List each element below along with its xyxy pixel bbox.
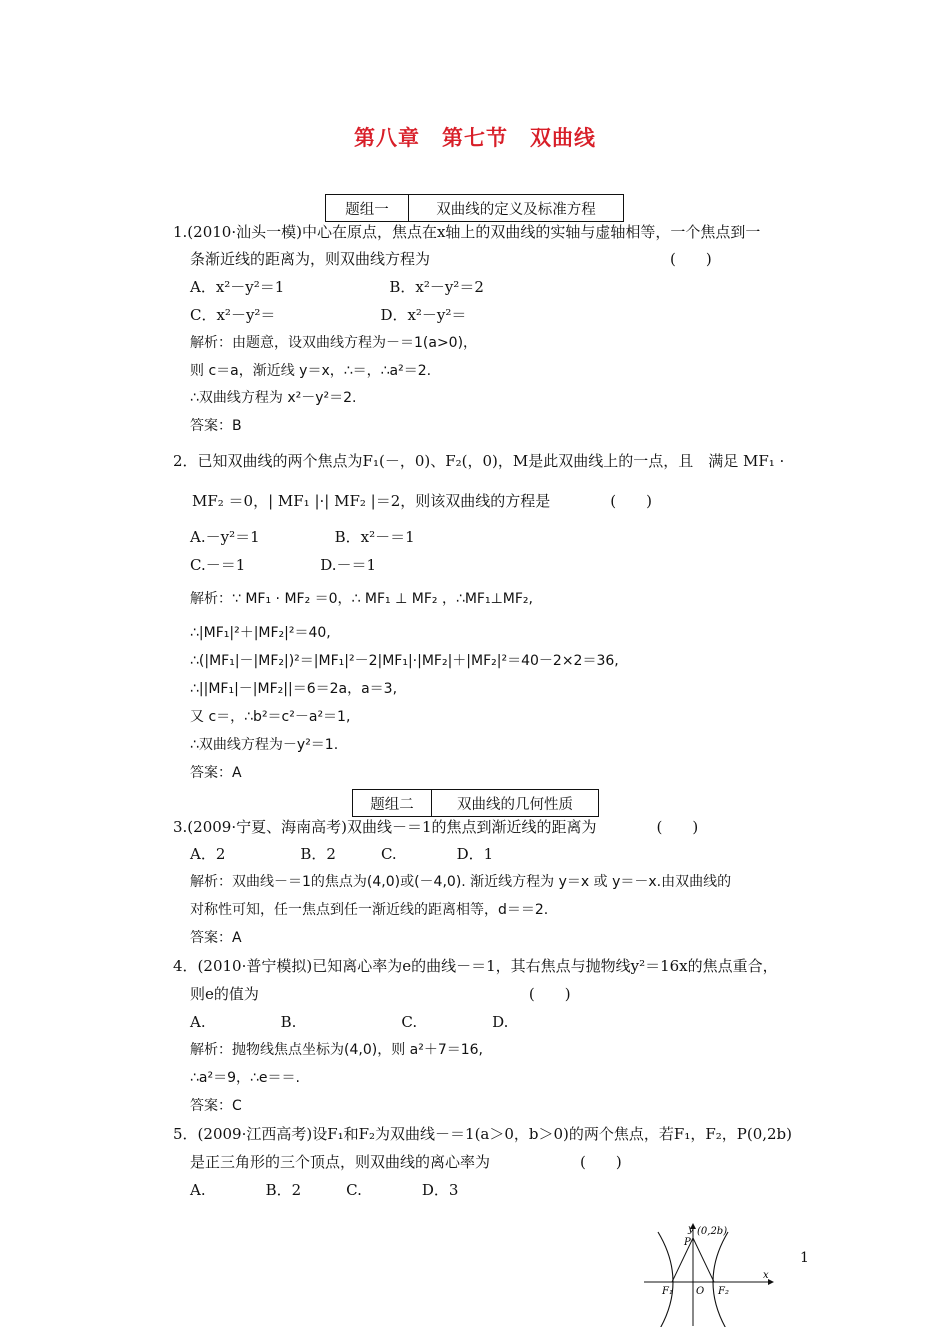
text-line: 解析：抛物线焦点坐标为(4,0)，则 a²＋7＝16, — [190, 1042, 484, 1058]
text-line: ∴||MF₁|－|MF₂||＝6＝2a，a＝3, — [190, 681, 398, 697]
text-line: A.－y²＝1 B．x²－＝1 — [190, 528, 415, 546]
figure-label-o: O — [696, 1286, 705, 1297]
text-line: ∴|MF₁|²＋|MF₂|²＝40, — [190, 625, 331, 641]
group-tag-2-key: 题组二 — [353, 790, 432, 816]
text-line: 条渐近线的距离为，则双曲线方程为 ( ) — [190, 250, 712, 268]
text-line: A．x²－y²＝1 B．x²－y²＝2 — [190, 278, 484, 296]
group-tag-2-value: 双曲线的几何性质 — [457, 796, 573, 813]
text-line: 解析：∵ MF₁ · MF₂ ＝0，∴ MF₁ ⊥ MF₂ ，∴MF₁⊥MF₂, — [190, 591, 533, 607]
group-tag-1-value: 双曲线的定义及标准方程 — [436, 201, 596, 218]
text-line: 又 c＝，∴b²＝c²－a²＝1, — [190, 709, 351, 725]
figure-label-f1: F₁ — [662, 1286, 673, 1297]
text-line: 则 c＝a，渐近线 y＝x，∴＝，∴a²＝2. — [190, 363, 432, 379]
text-line: ∴(|MF₁|－|MF₂|)²＝|MF₁|²－2|MF₁|·|MF₂|＋|MF₂|²＝40－2×2＝36, — [190, 653, 619, 669]
text-line: 4．(2010·普宁模拟)已知离心率为e的曲线－＝1，其右焦点与抛物线y²＝16x的焦点重合， — [173, 957, 778, 975]
page-title: 第八章 第七节 双曲线 — [354, 126, 596, 150]
group-tag-2 — [352, 789, 599, 817]
text-line: 答案：A — [190, 765, 242, 781]
group-tag-1-key: 题组一 — [326, 195, 409, 221]
hyperbola-figure — [640, 1222, 775, 1327]
figure-label-point: (0,2b) — [697, 1226, 728, 1237]
figure-label-x: x — [763, 1270, 769, 1281]
text-line: 3.(2009·宁夏、海南高考)双曲线－＝1的焦点到渐近线的距离为 ( ) — [173, 818, 699, 836]
text-line: C．x²－y²＝ D．x²－y²＝ — [190, 306, 467, 324]
text-line: A．2 B．2 C. D．1 — [190, 845, 494, 863]
text-line: ∴a²＝9，∴e＝＝. — [190, 1070, 300, 1086]
text-line: ∴双曲线方程为－y²＝1. — [190, 737, 339, 753]
text-line: A. B．2 C. D．3 — [190, 1181, 459, 1199]
text-line: C.－＝1 D.－＝1 — [190, 556, 377, 574]
text-line: 2．已知双曲线的两个焦点为F₁(－，0)、F₂(，0)，M是此双曲线上的一点，且 满足 MF₁ · — [173, 452, 785, 470]
figure-label-p: P — [684, 1237, 691, 1248]
text-line: 解析：由题意，设双曲线方程为－＝1(a>0)， — [190, 335, 478, 351]
text-line: 5．(2009·江西高考)设F₁和F₂为双曲线－＝1(a＞0，b＞0)的两个焦点，若F₁，F₂，P(0,2b) — [173, 1125, 793, 1143]
text-line: 答案：A — [190, 930, 242, 946]
group-tag-1 — [325, 194, 624, 222]
text-line: 对称性可知，任一焦点到任一渐近线的距离相等，d＝＝2. — [190, 902, 549, 918]
text-line: 则e的值为 ( ) — [190, 985, 571, 1003]
text-line: 解析：双曲线－＝1的焦点为(4,0)或(－4,0). 渐近线方程为 y＝x 或 y＝－x.由双曲线的 — [190, 874, 732, 890]
figure-label-y: y — [688, 1224, 694, 1235]
text-line: A. B. C. D. — [190, 1013, 509, 1031]
text-line: MF₂ ＝0，| MF₁ |·| MF₂ |＝2，则该双曲线的方程是 ( ) — [192, 492, 652, 510]
text-line: 答案：C — [190, 1098, 242, 1114]
text-line: ∴双曲线方程为 x²－y²＝2. — [190, 390, 357, 406]
text-line: 1.(2010·汕头一模)中心在原点，焦点在x轴上的双曲线的实轴与虚轴相等，一个焦点到一 — [173, 223, 761, 241]
figure-label-f2: F₂ — [718, 1286, 729, 1297]
text-line: 答案：B — [190, 418, 242, 434]
text-line: 是正三角形的三个顶点，则双曲线的离心率为 ( ) — [190, 1153, 622, 1171]
page-number: 1 — [800, 1250, 809, 1266]
